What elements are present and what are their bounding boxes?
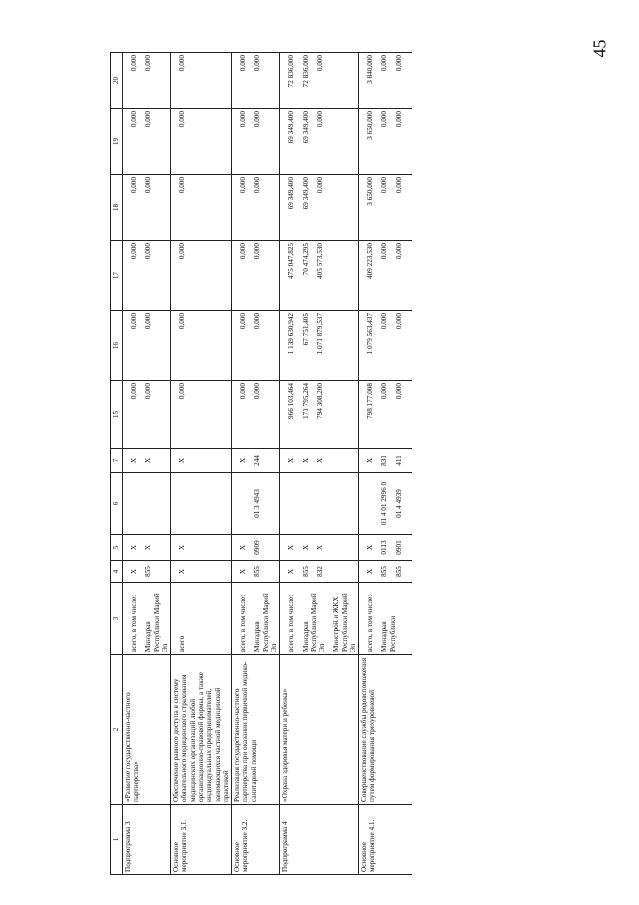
cell-c4-value: X: [239, 568, 248, 575]
column-header: 18: [111, 175, 123, 241]
cell-c18: [359, 175, 413, 241]
row-program-label: Подпрограмма 4: [280, 805, 359, 875]
table-body: [123, 53, 413, 875]
cell-c16-value: 0,000: [178, 313, 187, 330]
cell-c20-value: 0,000: [144, 55, 153, 72]
cell-c5-value: 0113: [380, 540, 389, 555]
cell-c15-value: 0,000: [239, 383, 248, 400]
column-header: 7: [111, 449, 123, 473]
cell-c20-value: 72 836,000: [301, 55, 310, 88]
cell-c17: [359, 241, 413, 311]
cell-c19-value: 0,000: [144, 111, 153, 128]
table-row: [232, 53, 280, 875]
cell-c18-value: 0,000: [130, 177, 138, 194]
executor-cell: [280, 583, 359, 655]
cell-c19-value: 69 349,400: [301, 111, 310, 144]
column-header: 17: [111, 241, 123, 311]
cell-c5-value: 0901: [394, 540, 403, 555]
cell-c6-value: [239, 475, 247, 532]
cell-c5-value: X: [366, 544, 375, 551]
cell-c7: [123, 449, 171, 473]
row-description: «Развитие государственно-частного партнерства»: [123, 655, 171, 805]
cell-c6: [280, 473, 359, 535]
cell-c17: [123, 241, 171, 311]
executor-cell-value: всего, в том числе:: [130, 594, 138, 652]
cell-c18: [171, 175, 232, 241]
cell-c15-value: 0,000: [253, 383, 262, 400]
cell-c15: [171, 381, 232, 449]
column-header: 4: [111, 561, 123, 583]
cell-c16-value: 67 751,405: [301, 313, 310, 346]
cell-c17-value: 0,000: [144, 243, 153, 260]
cell-c5-value: X: [301, 544, 310, 551]
cell-c20-value: 72 836,000: [287, 55, 296, 88]
cell-c18-value: 0,000: [380, 177, 389, 194]
cell-c16-value: 0,000: [394, 313, 403, 330]
cell-c5-value: X: [287, 544, 296, 551]
cell-c4-value: 855: [380, 566, 389, 577]
cell-c4: [232, 561, 280, 583]
cell-c5: [359, 535, 413, 561]
cell-c18-value: 3 650,000: [366, 177, 375, 206]
cell-c6: [359, 473, 413, 535]
cell-c5-value: X: [130, 544, 138, 551]
cell-c19: [280, 109, 359, 175]
cell-c5-value: 0909: [253, 540, 262, 555]
cell-c17-value: 0,000: [130, 243, 138, 260]
row-description: Реализация государственно-частного партнерства при оказании первичной медико-санитарной помощи: [232, 655, 280, 805]
executor-cell-value: Минздрав Республики Марий Эл: [144, 593, 169, 652]
cell-c17-value: 0,000: [253, 243, 262, 260]
column-header: 6: [111, 473, 123, 535]
column-header: 3: [111, 583, 123, 655]
page-number: 45: [589, 39, 610, 58]
cell-c6-value: 01 4 01 2996 0: [380, 481, 389, 526]
cell-c7: [359, 449, 413, 473]
cell-c19: [359, 109, 413, 175]
executor-cell: [171, 583, 232, 655]
cell-c5-value: X: [144, 544, 153, 551]
executor-cell-value: всего, в том числе:: [366, 594, 375, 652]
budget-table: [110, 52, 412, 875]
cell-c6-value: [287, 475, 295, 532]
cell-c7-value: X: [130, 457, 138, 464]
table-row: [280, 53, 359, 875]
cell-c19-value: 0,000: [178, 111, 187, 128]
cell-c18-value: 0,000: [394, 177, 403, 194]
cell-c20: [280, 53, 359, 109]
cell-c19-value: 0,000: [380, 111, 389, 128]
cell-c4-value: X: [287, 568, 296, 575]
cell-c7-value: X: [239, 457, 248, 464]
cell-c16: [232, 311, 280, 381]
cell-c16: [280, 311, 359, 381]
cell-c20: [359, 53, 413, 109]
cell-c6-value: [178, 475, 186, 532]
cell-c16-value: 1 079 563,437: [366, 313, 375, 355]
column-header: 5: [111, 535, 123, 561]
row-program-label: Основное мероприятие 3.2.: [232, 805, 280, 875]
executor-cell-value: Минстрой и ЖКХ Республики Марий Эл: [332, 593, 357, 652]
cell-c17: [171, 241, 232, 311]
cell-c18-value: 0,000: [315, 177, 324, 194]
cell-c4-value: 855: [144, 566, 153, 577]
cell-c4-value: X: [366, 568, 375, 575]
cell-c7-value: 411: [394, 455, 403, 466]
cell-c19-value: 0,000: [130, 111, 138, 128]
cell-c18-value: 69 349,400: [301, 177, 310, 210]
cell-c19-value: 3 650,000: [366, 111, 375, 140]
column-header: 2: [111, 655, 123, 805]
cell-c15: [359, 381, 413, 449]
table-row: [359, 53, 413, 875]
cell-c15-value: 0,000: [130, 383, 138, 400]
cell-c4-value: 855: [301, 566, 310, 577]
cell-c7: [280, 449, 359, 473]
cell-c15-value: 171 795,264: [301, 383, 310, 419]
cell-c19: [171, 109, 232, 175]
cell-c17-value: 0,000: [394, 243, 403, 260]
cell-c7-value: 831: [380, 455, 389, 466]
cell-c20-value: 0,000: [253, 55, 262, 72]
cell-c7-value: X: [144, 457, 153, 464]
cell-c6-value: [302, 475, 310, 532]
cell-c16-value: 1 139 630,942: [287, 313, 296, 355]
cell-c16-value: 0,000: [380, 313, 389, 330]
cell-c18-value: 0,000: [144, 177, 153, 194]
column-header: 16: [111, 311, 123, 381]
cell-c19-value: 69 349,400: [287, 111, 296, 144]
cell-c16-value: 0,000: [253, 313, 262, 330]
cell-c18: [280, 175, 359, 241]
cell-c17-value: 0,000: [178, 243, 187, 260]
cell-c20-value: 3 840,000: [366, 55, 375, 84]
cell-c20-value: 0,000: [178, 55, 187, 72]
cell-c4-value: X: [178, 568, 187, 575]
cell-c15-value: 798 177,008: [366, 383, 375, 419]
cell-c18: [232, 175, 280, 241]
cell-c7-value: X: [315, 457, 324, 464]
cell-c4: [171, 561, 232, 583]
cell-c7: [232, 449, 280, 473]
cell-c6-value: [366, 475, 374, 532]
cell-c20: [171, 53, 232, 109]
cell-c17-value: 475 047,825: [287, 243, 296, 279]
row-program-label: Основное мероприятие 3.1.: [171, 805, 232, 875]
executor-cell: [123, 583, 171, 655]
cell-c5-value: X: [315, 544, 324, 551]
cell-c20-value: 0,000: [315, 55, 324, 72]
executor-cell: [232, 583, 280, 655]
cell-c17-value: 409 223,530: [366, 243, 375, 279]
cell-c15-value: 0,000: [144, 383, 153, 400]
cell-c7-value: 244: [253, 455, 262, 466]
column-header: 15: [111, 381, 123, 449]
executor-cell-value: Минздрав Республики Марий Эл: [253, 593, 278, 652]
cell-c18: [123, 175, 171, 241]
table-row: [123, 53, 171, 875]
cell-c17-value: 70 474,295: [301, 243, 310, 276]
cell-c6: [171, 473, 232, 535]
row-description: «Охрана здоровья матери и ребенка»: [280, 655, 359, 805]
cell-c16: [171, 311, 232, 381]
cell-c15-value: 0,000: [380, 383, 389, 400]
executor-cell-value: всего: [178, 635, 187, 652]
cell-c19-value: 0,000: [315, 111, 324, 128]
cell-c16-value: 0,000: [130, 313, 138, 330]
cell-c4-value: 855: [253, 566, 262, 577]
cell-c6-value: [316, 475, 324, 532]
cell-c4-value: 855: [394, 566, 403, 577]
cell-c15-value: 966 103,464: [287, 383, 296, 419]
cell-c20-value: 0,000: [130, 55, 138, 72]
cell-c19-value: 0,000: [239, 111, 248, 128]
cell-c17: [232, 241, 280, 311]
executor-cell-value: всего, в том числе:: [239, 594, 248, 652]
cell-c16: [359, 311, 413, 381]
column-header: 1: [111, 805, 123, 875]
cell-c19-value: 0,000: [394, 111, 403, 128]
cell-c19-value: 0,000: [253, 111, 262, 128]
cell-c20-value: 0,000: [239, 55, 248, 72]
row-description: Обеспечение равного доступа в систему обязательного медицинского страхования медицинских организаций любой организационно-правовой формы, а также индивидуальных предпринимателей, занимающихся частной медицинской практикой: [171, 655, 232, 805]
cell-c7-value: X: [301, 457, 310, 464]
cell-c6-value: 01 3 4943: [253, 489, 262, 518]
cell-c20-value: 0,000: [394, 55, 403, 72]
cell-c15: [280, 381, 359, 449]
executor-cell-value: всего, в том числе:: [287, 594, 296, 652]
cell-c18-value: 69 349,400: [287, 177, 296, 210]
cell-c15-value: 0,000: [178, 383, 187, 400]
cell-c18-value: 0,000: [239, 177, 248, 194]
header-row: [111, 53, 123, 875]
cell-c6-value: [130, 475, 138, 532]
cell-c17: [280, 241, 359, 311]
cell-c6: [123, 473, 171, 535]
column-header: 20: [111, 53, 123, 109]
cell-c15-value: 794 308,200: [315, 383, 324, 419]
executor-cell-value: [403, 585, 411, 652]
cell-c17-value: 0,000: [239, 243, 248, 260]
cell-c20-value: 0,000: [380, 55, 389, 72]
cell-c7-value: X: [178, 457, 187, 464]
cell-c4: [123, 561, 171, 583]
cell-c20: [123, 53, 171, 109]
cell-c18-value: 0,000: [178, 177, 187, 194]
row-program-label: Основное мероприятие 4.1.: [359, 805, 413, 875]
cell-c7-value: X: [287, 457, 296, 464]
executor-cell: [359, 583, 413, 655]
cell-c16-value: 0,000: [144, 313, 153, 330]
row-description: Совершенствование службы родовспоможения путем формирования трехуровневой: [359, 655, 413, 805]
cell-c5-value: X: [178, 544, 187, 551]
cell-c5: [232, 535, 280, 561]
cell-c4-value: 832: [315, 566, 324, 577]
cell-c19: [232, 109, 280, 175]
rotated-table-container: [110, 53, 620, 875]
row-program-label: Подпрограмма 3: [123, 805, 171, 875]
cell-c15: [123, 381, 171, 449]
cell-c16: [123, 311, 171, 381]
cell-c6-value: [144, 475, 152, 532]
cell-c18-value: 0,000: [253, 177, 262, 194]
cell-c17-value: 405 573,530: [315, 243, 324, 279]
executor-cell-value: Минздрав Республики: [380, 615, 397, 652]
cell-c4-value: X: [130, 568, 138, 575]
cell-c5-value: X: [239, 544, 248, 551]
cell-c5: [171, 535, 232, 561]
executor-cell-value: Минздрав Республики Марий Эл: [301, 593, 327, 652]
cell-c5: [123, 535, 171, 561]
cell-c19: [123, 109, 171, 175]
table-row: [171, 53, 232, 875]
cell-c16-value: 0,000: [239, 313, 248, 330]
cell-c15-value: 0,000: [394, 383, 403, 400]
cell-c6: [232, 473, 280, 535]
cell-c20: [232, 53, 280, 109]
cell-c4: [359, 561, 413, 583]
cell-c6-value: 01 4 4939: [394, 489, 403, 518]
cell-c17-value: 0,000: [380, 243, 389, 260]
cell-c4: [280, 561, 359, 583]
column-header: 19: [111, 109, 123, 175]
cell-c5: [280, 535, 359, 561]
cell-c15: [232, 381, 280, 449]
cell-c7-value: X: [366, 457, 375, 464]
cell-c16-value: 1 071 879,537: [315, 313, 324, 355]
cell-c7: [171, 449, 232, 473]
